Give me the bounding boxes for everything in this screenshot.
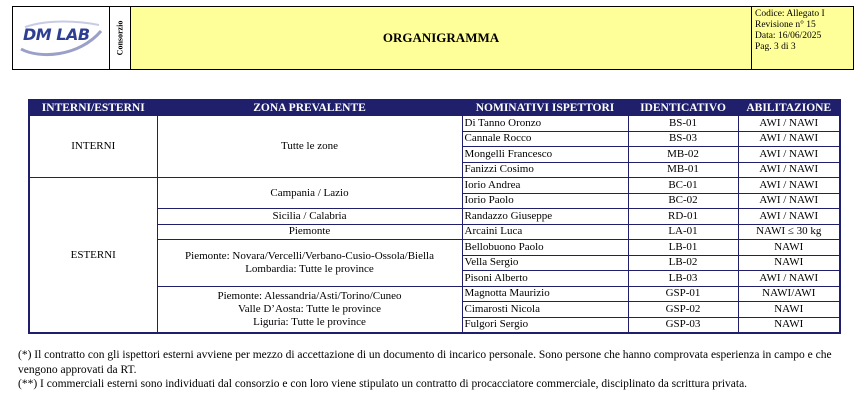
inspector-name: Di Tanno Oronzo <box>462 116 628 132</box>
logo-cell <box>13 7 110 69</box>
zone-line: Valle D’Aosta: Tutte le province <box>238 302 381 315</box>
zone-line: Lombardia: Tutte le province <box>245 262 374 275</box>
inspector-abilitazione: AWI / NAWI <box>738 147 840 163</box>
inspector-name: Fulgori Sergio <box>462 317 628 333</box>
dmlab-logo <box>19 19 103 59</box>
inspector-abilitazione: NAWI <box>738 317 840 333</box>
header-zone: ZONA PREVALENTE <box>157 100 462 116</box>
inspector-abilitazione: AWI / NAWI <box>738 178 840 194</box>
inspector-name: Randazzo Giuseppe <box>462 209 628 225</box>
inspector-name: Cimarosti Nicola <box>462 302 628 318</box>
inspector-id: BC-02 <box>628 193 738 209</box>
table-row <box>29 116 840 132</box>
inspector-id: LB-02 <box>628 255 738 271</box>
inspector-id: BS-03 <box>628 131 738 147</box>
zone-cell <box>157 240 462 287</box>
inspector-id: BC-01 <box>628 178 738 194</box>
group-interni: INTERNI <box>29 116 157 178</box>
inspector-name: Pisoni Alberto <box>462 271 628 287</box>
inspector-name: Bellobuono Paolo <box>462 240 628 256</box>
footnotes <box>18 348 861 392</box>
footnote-2: (**) I commerciali esterni sono individuati dal consorzio e con loro viene stipulato un contratto di procacciatore commerciale, disciplinato da scrittura privata. <box>18 378 748 390</box>
inspector-id: BS-01 <box>628 116 738 132</box>
inspector-name: Cannale Rocco <box>462 131 628 147</box>
inspector-name: Iorio Paolo <box>462 193 628 209</box>
document-header <box>12 6 854 70</box>
inspector-name: Vella Sergio <box>462 255 628 271</box>
inspector-abilitazione: AWI / NAWI <box>738 193 840 209</box>
logo-text: DM LAB <box>23 25 90 44</box>
meta-code: Codice: Allegato I <box>755 9 825 19</box>
zone-cell: Piemonte <box>157 224 462 240</box>
header-id: IDENTICATIVO <box>628 100 738 116</box>
meta-date: Data: 16/06/2025 <box>755 31 822 41</box>
inspector-id: GSP-03 <box>628 317 738 333</box>
page-title: ORGANIGRAMMA <box>131 7 752 69</box>
inspector-id: GSP-01 <box>628 286 738 302</box>
consorzio-cell <box>110 7 131 69</box>
inspector-abilitazione: NAWI <box>738 240 840 256</box>
inspector-abilitazione: NAWI <box>738 255 840 271</box>
zone-cell: Sicilia / Calabria <box>157 209 462 225</box>
inspector-id: LB-03 <box>628 271 738 287</box>
inspector-abilitazione: NAWI ≤ 30 kg <box>738 224 840 240</box>
meta-revision: Revisione n° 15 <box>755 20 816 30</box>
zone-cell: Tutte le zone <box>157 116 462 178</box>
group-esterni: ESTERNI <box>29 178 157 334</box>
document-meta <box>752 7 853 69</box>
inspector-name: Iorio Andrea <box>462 178 628 194</box>
zone-cell: Campania / Lazio <box>157 178 462 209</box>
inspector-abilitazione: AWI / NAWI <box>738 209 840 225</box>
inspector-id: LA-01 <box>628 224 738 240</box>
inspector-abilitazione: AWI / NAWI <box>738 162 840 178</box>
inspector-name: Magnotta Maurizio <box>462 286 628 302</box>
zone-line: Piemonte: Novara/Vercelli/Verbano-Cusio-Ossola/Biella <box>185 249 434 262</box>
inspector-abilitazione: AWI / NAWI <box>738 116 840 132</box>
header-group: INTERNI/ESTERNI <box>29 100 157 116</box>
consorzio-label: Consorzio <box>115 20 125 56</box>
table-header-row <box>29 100 840 116</box>
zone-cell <box>157 286 462 333</box>
inspector-name: Mongelli Francesco <box>462 147 628 163</box>
zone-line: Piemonte: Alessandria/Asti/Torino/Cuneo <box>217 289 402 302</box>
header-name: NOMINATIVI ISPETTORI <box>462 100 628 116</box>
inspector-abilitazione: AWI / NAWI <box>738 131 840 147</box>
inspector-abilitazione: AWI / NAWI <box>738 271 840 287</box>
zone-line: Liguria: Tutte le province <box>253 315 366 328</box>
meta-page: Pag. 3 di 3 <box>755 42 796 52</box>
inspector-id: GSP-02 <box>628 302 738 318</box>
header-abilitazione: ABILITAZIONE <box>738 100 840 116</box>
inspector-id: MB-02 <box>628 147 738 163</box>
inspector-name: Arcaini Luca <box>462 224 628 240</box>
inspector-abilitazione: NAWI <box>738 302 840 318</box>
inspector-id: LB-01 <box>628 240 738 256</box>
inspector-id: MB-01 <box>628 162 738 178</box>
inspector-abilitazione: NAWI/AWI <box>738 286 840 302</box>
inspector-name: Fanizzi Cosimo <box>462 162 628 178</box>
organigram-table <box>28 99 841 334</box>
footnote-1: (*) Il contratto con gli ispettori esterni avviene per mezzo di accettazione di un documento di incarico personale. Sono persone che hanno comprovata esperienza in campo e che vengono approvati da RT. <box>18 349 832 376</box>
table-row <box>29 178 840 194</box>
inspector-id: RD-01 <box>628 209 738 225</box>
